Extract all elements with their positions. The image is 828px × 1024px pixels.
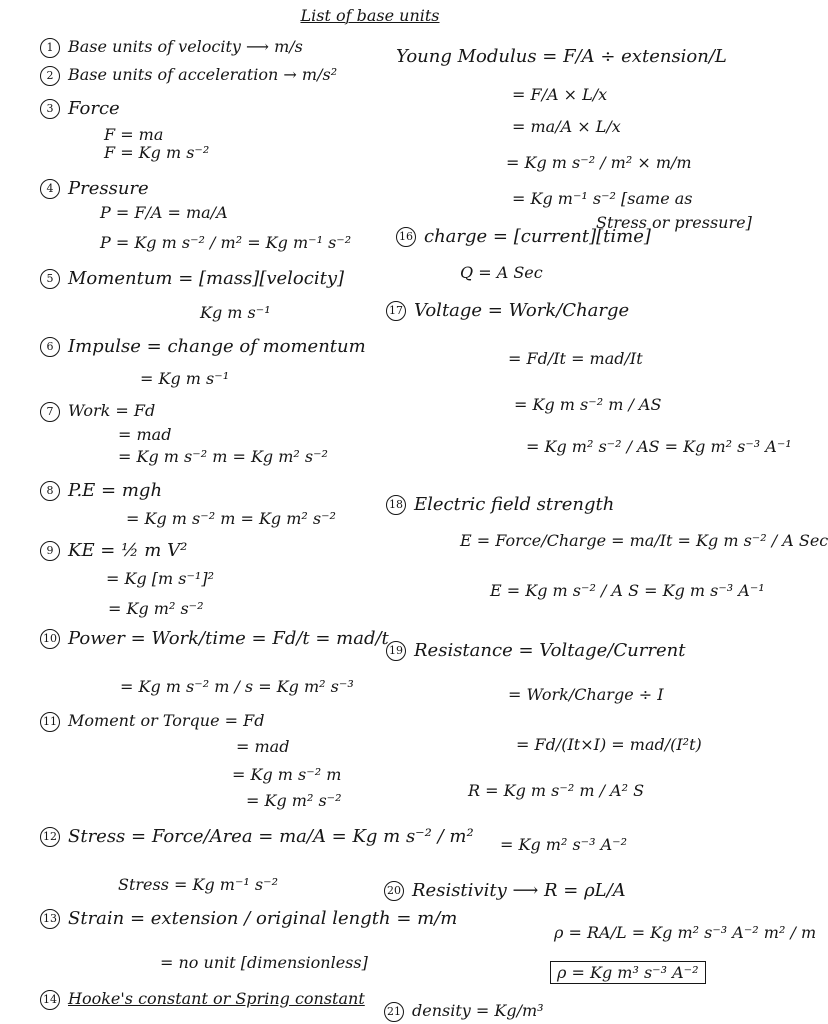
item-number-badge: 21 <box>384 1002 404 1022</box>
left-text: P = F/A = ma/A <box>100 203 228 222</box>
right-text: ρ = RA/L = Kg m² s⁻³ A⁻² m² / m <box>554 923 817 942</box>
item-number-badge: 17 <box>386 301 406 321</box>
left-text: Kg m s⁻¹ <box>200 303 271 322</box>
right-text: = ma/A × L/x <box>512 117 621 136</box>
left-line <box>126 508 336 530</box>
left-text: P.E = mgh <box>68 480 163 501</box>
right-text: E = Kg m s⁻² / A S = Kg m s⁻³ A⁻¹ <box>490 581 765 600</box>
right-text: = Kg m² s⁻² / AS = Kg m² s⁻³ A⁻¹ <box>526 437 792 456</box>
item-number-badge: 11 <box>40 712 60 732</box>
left-text: Momentum = [mass][velocity] <box>68 268 345 289</box>
right-line <box>386 494 614 516</box>
left-text: F = ma <box>104 125 164 144</box>
right-text: Voltage = Work/Charge <box>414 300 630 321</box>
left-line <box>232 764 341 786</box>
right-text: = Kg m² s⁻³ A⁻² <box>500 835 628 854</box>
left-line <box>40 178 149 200</box>
item-number-badge: 20 <box>384 881 404 901</box>
left-text: = Kg m s⁻² m = Kg m² s⁻² <box>126 509 336 528</box>
right-line <box>460 262 543 284</box>
right-line <box>384 880 626 902</box>
right-line <box>386 640 685 662</box>
item-number-badge: 3 <box>40 99 60 119</box>
right-line <box>514 394 661 416</box>
left-line <box>104 142 209 164</box>
right-line <box>508 348 643 370</box>
left-line <box>40 826 474 848</box>
item-number-badge: 1 <box>40 38 60 58</box>
right-text: = Kg m⁻¹ s⁻² [same as <box>512 189 693 208</box>
right-line <box>554 922 816 944</box>
right-text: = Fd/It = mad/It <box>508 349 643 368</box>
left-line <box>108 598 204 620</box>
left-line <box>120 676 354 698</box>
item-number-badge: 6 <box>40 337 60 357</box>
item-number-badge: 9 <box>40 541 60 561</box>
left-text: = mad <box>236 737 290 756</box>
left-text: Power = Work/time = Fd/t = mad/t <box>68 628 389 649</box>
item-number-badge: 2 <box>40 66 60 86</box>
left-line <box>40 480 162 502</box>
right-line <box>526 436 792 458</box>
right-line <box>512 84 607 106</box>
left-text: Hooke's constant or Spring constant <box>68 989 365 1008</box>
left-line <box>160 952 368 974</box>
right-line <box>512 188 693 210</box>
item-number-badge: 12 <box>40 827 60 847</box>
left-text: P = Kg m s⁻² / m² = Kg m⁻¹ s⁻² <box>100 233 352 252</box>
right-line <box>384 1000 544 1022</box>
right-line <box>500 834 627 856</box>
left-text: = mad <box>118 425 172 444</box>
left-line <box>40 64 337 86</box>
left-text: Base units of acceleration → m/s² <box>68 65 338 84</box>
left-line <box>118 446 328 468</box>
item-number-badge: 18 <box>386 495 406 515</box>
left-line <box>40 336 366 358</box>
page-title: List of base units <box>300 6 440 25</box>
right-text: Young Modulus = F/A ÷ extension/L <box>396 46 727 67</box>
right-text: R = Kg m s⁻² m / A² S <box>468 781 645 800</box>
right-line <box>460 530 828 552</box>
left-text: = no unit [dimensionless] <box>160 953 368 972</box>
left-line <box>40 400 155 422</box>
left-line <box>40 268 344 290</box>
left-text: = Kg m s⁻² m / s = Kg m² s⁻³ <box>120 677 354 696</box>
left-text: = Kg m s⁻² m = Kg m² s⁻² <box>118 447 328 466</box>
right-text: Resistivity ⟶ R = ρL/A <box>412 880 626 901</box>
right-line <box>550 962 706 984</box>
right-text: = Work/Charge ÷ I <box>508 685 664 704</box>
left-line <box>40 908 457 930</box>
left-text: = Kg m s⁻¹ <box>140 369 230 388</box>
right-text: = F/A × L/x <box>512 85 608 104</box>
right-text: = Fd/(It×I) = mad/(I²t) <box>516 735 702 754</box>
item-number-badge: 16 <box>396 227 416 247</box>
item-number-badge: 10 <box>40 629 60 649</box>
item-number-badge: 19 <box>386 641 406 661</box>
left-text: = Kg [m s⁻¹]² <box>106 569 214 588</box>
right-text: charge = [current][time] <box>424 226 651 247</box>
right-line <box>386 300 629 322</box>
item-number-badge: 13 <box>40 909 60 929</box>
right-line <box>516 734 702 756</box>
item-number-badge: 14 <box>40 990 60 1010</box>
left-line <box>106 568 214 590</box>
left-text: Stress = Kg m⁻¹ s⁻² <box>118 875 278 894</box>
right-text: density = Kg/m³ <box>412 1001 544 1020</box>
left-text: = Kg m s⁻² m <box>232 765 342 784</box>
right-text: = Kg m s⁻² / m² × m/m <box>506 153 692 172</box>
right-line <box>396 226 651 248</box>
left-text: F = Kg m s⁻² <box>104 143 210 162</box>
left-text: Base units of velocity ⟶ m/s <box>68 37 303 56</box>
right-line <box>396 46 727 68</box>
right-text: = Kg m s⁻² m / AS <box>514 395 662 414</box>
right-line <box>490 580 765 602</box>
left-line <box>100 232 351 254</box>
right-text: ρ = Kg m³ s⁻³ A⁻² <box>550 961 706 984</box>
item-number-badge: 8 <box>40 481 60 501</box>
left-text: = Kg m² s⁻² <box>108 599 204 618</box>
left-text: Impulse = change of momentum <box>68 336 366 357</box>
left-line <box>40 628 389 650</box>
right-line <box>508 684 664 706</box>
left-text: Work = Fd <box>68 401 156 420</box>
right-text: Electric field strength <box>414 494 615 515</box>
left-line <box>40 98 120 120</box>
item-number-badge: 5 <box>40 269 60 289</box>
right-line <box>512 116 621 138</box>
right-text: Resistance = Voltage/Current <box>414 640 686 661</box>
right-text: E = Force/Charge = ma/It = Kg m s⁻² / A Sec <box>460 531 828 550</box>
left-line <box>246 790 342 812</box>
item-number-badge: 4 <box>40 179 60 199</box>
left-line <box>100 202 228 224</box>
left-text: Strain = extension / original length = m/m <box>68 908 458 929</box>
left-line <box>118 424 171 446</box>
item-number-badge: 7 <box>40 402 60 422</box>
right-line <box>468 780 644 802</box>
right-text: Stress or pressure] <box>596 213 752 232</box>
left-line <box>40 540 187 562</box>
left-line <box>118 874 278 896</box>
left-line <box>40 36 303 58</box>
left-text: = Kg m² s⁻² <box>246 791 342 810</box>
left-text: KE = ½ m V² <box>68 540 188 561</box>
left-text: Force <box>68 98 120 119</box>
left-line <box>40 988 365 1010</box>
left-line <box>236 736 289 758</box>
left-text: Pressure <box>68 178 149 199</box>
left-text: Moment or Torque = Fd <box>68 711 265 730</box>
left-line <box>40 710 265 732</box>
right-text: Q = A Sec <box>460 263 543 282</box>
right-line <box>506 152 692 174</box>
left-text: Stress = Force/Area = ma/A = Kg m s⁻² / m² <box>68 826 474 847</box>
left-line <box>140 368 229 390</box>
left-line <box>200 302 271 324</box>
